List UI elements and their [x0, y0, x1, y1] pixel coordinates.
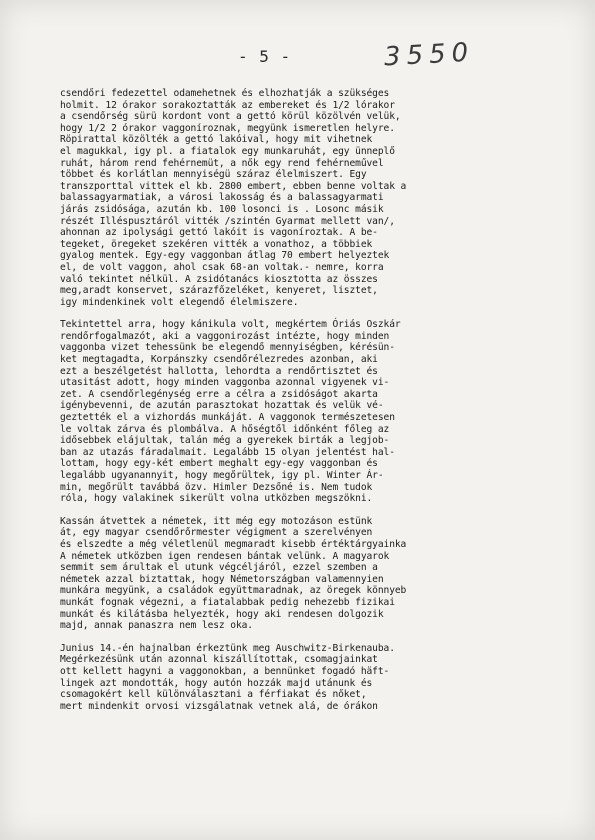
document-body	[60, 88, 595, 723]
text-line: semmit sem árultak el utunk végcéljáról, ezzel szemben a	[60, 562, 378, 574]
text-line: Tekintettel arra, hogy kánikula volt, megkértem Óriás Oszkár	[60, 319, 401, 331]
text-line: munkára megyünk, a családok együttmaradnak, az öregek könnyeb	[60, 585, 407, 597]
text-line: gyalog mentek. Egy-egy vaggonban átlag 70 embert helyeztek	[60, 250, 390, 262]
text-line: transzporttal vittek el kb. 2800 embert, ebben benne voltak a	[60, 180, 407, 192]
text-line: geztették el a vizhordás munkáját. A vaggonok természetesen	[60, 412, 395, 424]
text-line: ban az utazás fáradalmait. Legalább 15 olyan jelentést hal-	[60, 446, 395, 458]
text-line: ezt a beszélgetést hallotta, lehordta a rendőrtisztet és	[60, 365, 378, 377]
text-line: meg,aradt konservet, szárazfőzeléket, kenyeret, lisztet,	[60, 285, 378, 297]
text-line: munkát és kilátásba helyezték, hogy aki rendesen dolgozik	[60, 608, 384, 620]
text-line: csomagokért kell különválasztani a férfiakat és nőket,	[60, 689, 367, 701]
text-line: idősebbek elájultak, talán még a gyerekek birták a legjob-	[60, 435, 390, 447]
text-line: munkát fognak végezni, a fiatalabbak pedig nehezebb fizikai	[60, 596, 395, 608]
text-line: ruhát, három rend fehérnemüt, a nők egy rend fehérneművel	[60, 157, 384, 169]
text-line: A németek utközben igen rendesen bántak velünk. A magyarok	[60, 550, 390, 562]
text-line: való tekintet nélkül. A zsidótanács kiosztotta az összes	[60, 273, 378, 285]
text-line: el magukkal, igy pl. a fiatalok egy munkaruhát, egy ünneplő	[60, 145, 395, 157]
handwritten-archive-number: 3550	[383, 37, 475, 73]
paragraph	[60, 88, 595, 308]
text-line: mert mindenkit orvosi vizsgálatnak vetnek alá, de órákon	[60, 700, 378, 712]
text-line: ott kellett hagyni a vaggonokban, a bennünket fogadó häft-	[60, 665, 390, 677]
text-line: zet. A csendőrlegénység erre a célra a zsidóságot akarta	[60, 388, 378, 400]
text-line: csendőri fedezettel odamehetnek és elhozhatják a szükséges	[60, 88, 390, 99]
text-line: járás zsidósága, azután kb. 100 losonci is . Losonc másik	[60, 203, 384, 215]
text-line: németek azzal biztattak, hogy Németországban valamennyien	[60, 573, 384, 585]
text-line: rendőrfogalmazót, aki a vaggonirozást intézte, hogy minden	[60, 330, 390, 342]
text-line: részét Illéspusztáról vitték /szintén Gyarmat mellett van/,	[60, 215, 395, 227]
text-line: róla, hogy valakinek sikerült volna utközben megszökni.	[60, 493, 373, 505]
page-number: - 5 -	[238, 47, 292, 66]
text-line: Megérkezésünk után azonnal kiszállítottak, csomagjainkat	[60, 654, 378, 666]
text-line: ket megtagadta, Korpánszky csendőrélezredes azonban, aki	[60, 354, 378, 366]
text-line: lingek azt mondották, hogy autón hozzák majd utánunk és	[60, 677, 373, 689]
text-line: le voltak zárva és plombálva. A hőségtől időnként főleg az	[60, 423, 390, 435]
text-line: többet és korlátlan mennyiségü száraz élelmiszert. Egy	[60, 169, 367, 181]
text-line: igy mindenkinek volt elegendő élelmiszere.	[60, 296, 299, 308]
text-line: vaggonba vizet tehessünk be elegendő mennyiségben, kérésün-	[60, 342, 395, 354]
text-line: balassagyarmatiak, a városi lakosság és a balassagyarmati	[60, 192, 384, 204]
text-line: tegeket, öregeket szekéren vitték a vonathoz, a többiek	[60, 238, 373, 250]
paragraph	[60, 643, 595, 713]
text-line: és elszedte a még véletlenül megmaradt kisebb értéktárgyainka	[60, 538, 407, 550]
text-line: hogy 1/2 2 órakor vaggoníroznak, megyünk ismeretlen helyre.	[60, 122, 395, 134]
text-line: át, egy magyar csendőrőrmester végigment a szerelvényen	[60, 527, 373, 539]
text-line: ahonnan az ipolysági gettó lakóit is vagoníroztak. A be-	[60, 227, 378, 239]
text-line: igénybevenni, de azután parasztokat hozattak és velük vé-	[60, 400, 384, 412]
text-line: Röpirattal közölték a gettó lakóival, hogy mit vihetnek	[60, 134, 373, 146]
text-line: legalább ugyanannyit, hogy megőrültek, igy pl. Winter Ár-	[60, 470, 384, 481]
text-line: a csendőrség sürü kordont vont a gettó körül közölvén velük,	[60, 111, 401, 123]
text-line: majd, annak panaszra nem lesz oka.	[60, 620, 253, 632]
text-line: utasitást adott, hogy minden vaggonba azonnal vigyenek vi-	[60, 377, 390, 389]
text-line: Junius 14.-én hajnalban érkeztünk meg Auschwitz-Birkenauba.	[60, 642, 395, 654]
text-line: Kassán átvettek a németek, itt még egy motozáson estünk	[60, 515, 373, 527]
text-line: lottam, hogy egy-két embert meghalt egy-egy vaggonban és	[60, 458, 378, 470]
text-line: el, de volt vaggon, ahol csak 68-an voltak.- nemre, korra	[60, 261, 384, 273]
text-line: min, megőrült tavábbá özv. Himler Dezsőné is. Nem tudok	[60, 481, 373, 493]
text-line: holmit. 12 órakor sorakoztatták az embereket és 1/2 lórakor	[60, 99, 395, 111]
paragraph	[60, 516, 595, 632]
paragraph	[60, 319, 595, 505]
